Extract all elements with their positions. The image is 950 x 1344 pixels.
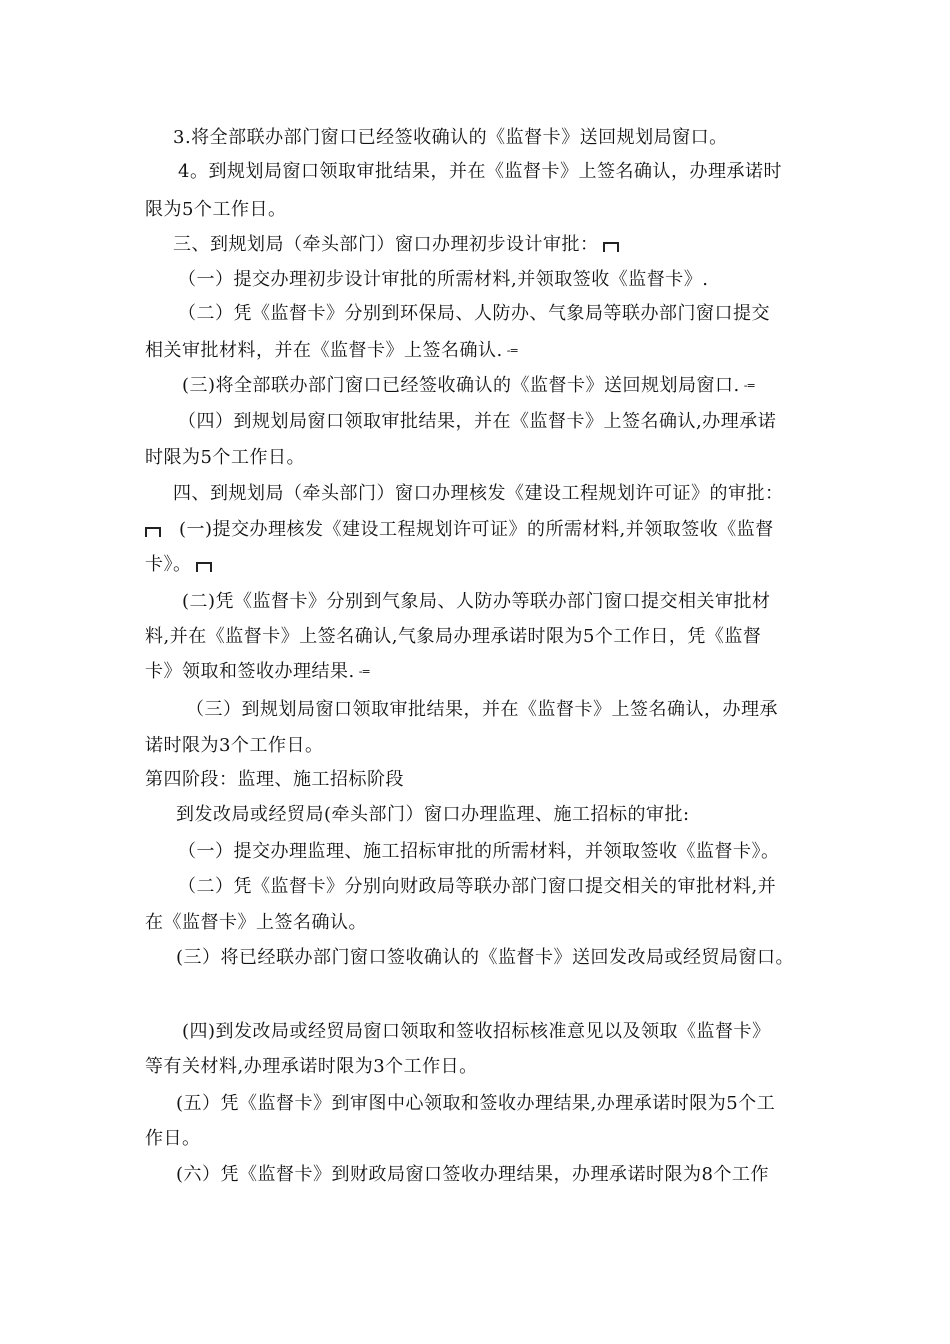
paragraph-mark-icon (196, 562, 212, 572)
text-line-20: 到发改局或经贸局(牵头部门）窗口办理监理、施工招标的审批: (176, 804, 690, 825)
text-line-3: 限为5个工作日。 (145, 199, 287, 220)
text-line-10: 时限为5个工作日。 (145, 447, 305, 468)
text-line-12: (一)提交办理核发《建设工程规划许可证》的所需材料,并领取签收《监督 (145, 518, 774, 542)
text-line-26: 等有关材料,办理承诺时限为3个工作日。 (145, 1056, 478, 1077)
text-line-29: (六）凭《监督卡》到财政局窗口签收办理结果，办理承诺时限为8个工作 (176, 1164, 769, 1185)
stage-heading: 第四阶段：监理、施工招标阶段 (145, 769, 404, 790)
text-line-18: 诺时限为3个工作日。 (145, 735, 324, 756)
text-line-6: （二）凭《监督卡》分别到环保局、人防办、气象局等联办部门窗口提交 (178, 303, 770, 324)
text-line-16: 卡》领取和签收办理结果. -= (145, 661, 370, 682)
line-break-mark-icon: -= (506, 344, 518, 357)
text-line-25: (四)到发改局或经贸局窗口领取和签收招标核准意见以及领取《监督卡》 (182, 1021, 771, 1042)
paragraph-mark-icon (603, 242, 619, 252)
text-line-23: 在《监督卡》上签名确认。 (145, 912, 367, 933)
text-line-7: 相关审批材料，并在《监督卡》上签名确认. -= (145, 340, 518, 361)
text-line-13: 卡》。 (145, 553, 212, 577)
text-line-24: (三）将已经联办部门窗口签收确认的《监督卡》送回发改局或经贸局窗口。 (176, 947, 795, 968)
line-break-mark-icon: -= (358, 665, 370, 678)
paragraph-mark-icon (145, 527, 161, 537)
text-line-27: (五）凭《监督卡》到审图中心领取和签收办理结果,办理承诺时限为5个工 (176, 1093, 776, 1114)
section-heading-4: 四、到规划局（牵头部门）窗口办理核发《建设工程规划许可证》的审批： (173, 483, 784, 504)
text-line-21: （一）提交办理监理、施工招标审批的所需材料，并领取签收《监督卡》。 (178, 841, 780, 862)
text-line-2: 4。到规划局窗口领取审批结果，并在《监督卡》上签名确认，办理承诺时 (178, 161, 782, 182)
text-line-8: (三)将全部联办部门窗口已经签收确认的《监督卡》送回规划局窗口. -= (182, 375, 755, 396)
text-line-5: （一）提交办理初步设计审批的所需材料,并领取签收《监督卡》. (178, 269, 709, 290)
text-line-28: 作日。 (145, 1128, 201, 1149)
text-line-15: 料,并在《监督卡》上签名确认,气象局办理承诺时限为5个工作日，凭《监督 (145, 626, 762, 647)
text-line-9: （四）到规划局窗口领取审批结果，并在《监督卡》上签名确认,办理承诺 (178, 411, 777, 432)
text-line-14: (二)凭《监督卡》分别到气象局、人防办等联办部门窗口提交相关审批材 (182, 591, 771, 612)
text-line-17: （三）到规划局窗口领取审批结果，并在《监督卡》上签名确认，办理承 (186, 699, 778, 720)
line-break-mark-icon: -= (743, 379, 755, 392)
text-line-22: （二）凭《监督卡》分别向财政局等联办部门窗口提交相关的审批材料,并 (178, 876, 777, 897)
section-heading-3: 三、到规划局（牵头部门）窗口办理初步设计审批： (173, 233, 619, 257)
text-line-1: 3.将全部联办部门窗口已经签收确认的《监督卡》送回规划局窗口。 (173, 127, 728, 148)
